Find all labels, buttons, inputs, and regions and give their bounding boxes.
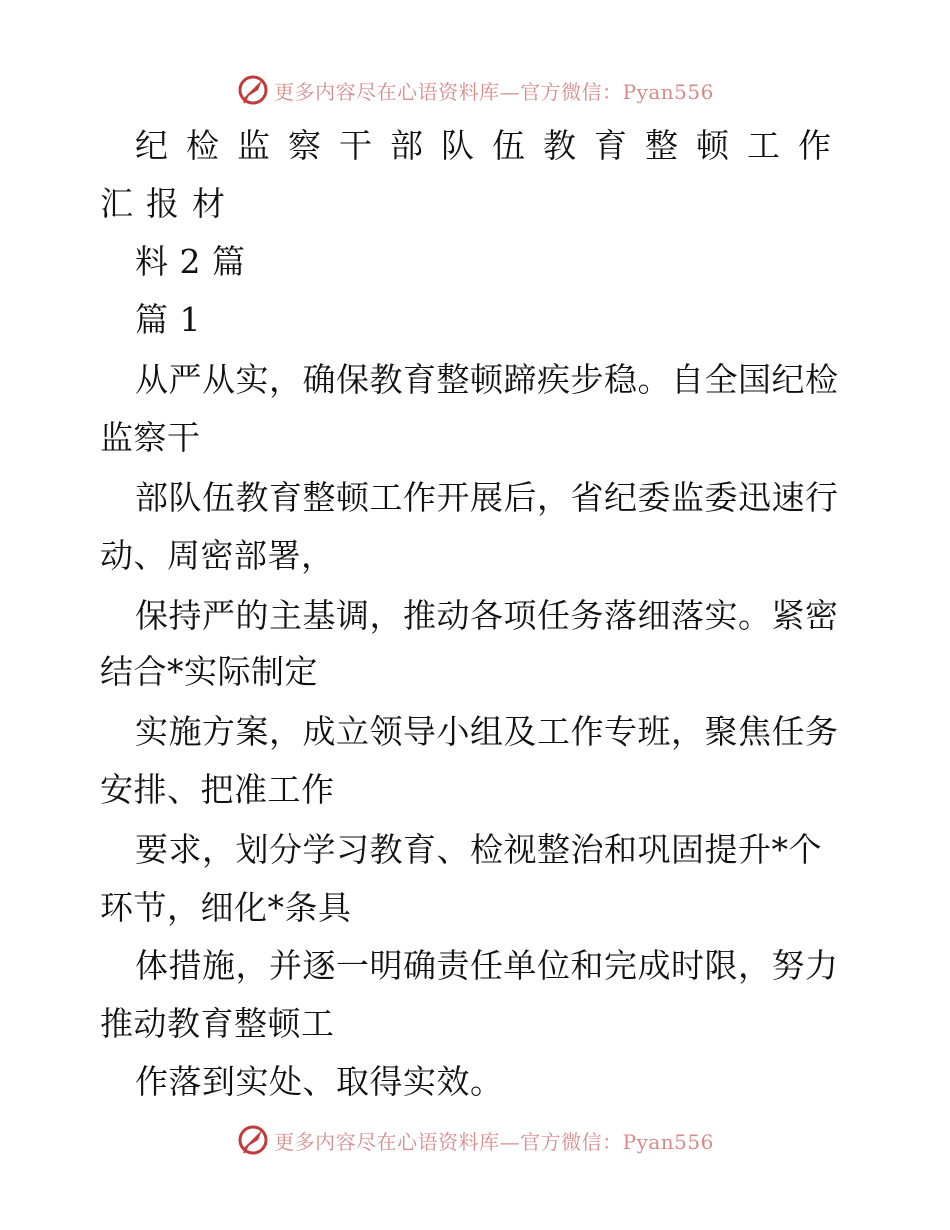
quill-logo-icon <box>236 73 270 107</box>
paragraph-line: 监察干 <box>100 418 201 457</box>
watermark-banner-top <box>0 72 950 108</box>
paragraph-line: 部队伍教育整顿工作开展后，省纪委监委迅速行 <box>135 478 839 517</box>
paragraph-line: 推动教育整顿工 <box>100 1004 335 1043</box>
watermark-text: 更多内容尽在心语资料库—官方微信：Pyan556 <box>274 1129 714 1154</box>
section-heading: 篇 1 <box>135 300 201 339</box>
doc-title-line-1: 纪检监察干部队伍教育整顿工作 <box>135 126 849 165</box>
paragraph-line: 从严从实，确保教育整顿蹄疾步稳。自全国纪检 <box>135 360 839 399</box>
paragraph-line: 环节，细化*条具 <box>100 888 352 927</box>
doc-title-line-2: 汇报材 <box>100 184 238 223</box>
quill-logo-icon <box>236 1123 270 1157</box>
paragraph-line: 保持严的主基调，推动各项任务落细落实。紧密 <box>135 596 839 635</box>
paragraph-line: 安排、把准工作 <box>100 770 335 809</box>
paragraph-line: 动、周密部署， <box>100 536 335 575</box>
paragraph-line: 要求，划分学习教育、检视整治和巩固提升*个 <box>135 830 822 869</box>
paragraph-line: 实施方案，成立领导小组及工作专班，聚焦任务 <box>135 712 839 751</box>
watermark-text: 更多内容尽在心语资料库—官方微信：Pyan556 <box>274 79 714 104</box>
paragraph-line: 结合*实际制定 <box>100 652 318 691</box>
paragraph-line: 作落到实处、取得实效。 <box>135 1062 504 1101</box>
doc-title-line-3: 料 2 篇 <box>135 242 246 281</box>
watermark-banner-bottom <box>0 1122 950 1158</box>
paragraph-line: 体措施，并逐一明确责任单位和完成时限，努力 <box>135 946 839 985</box>
